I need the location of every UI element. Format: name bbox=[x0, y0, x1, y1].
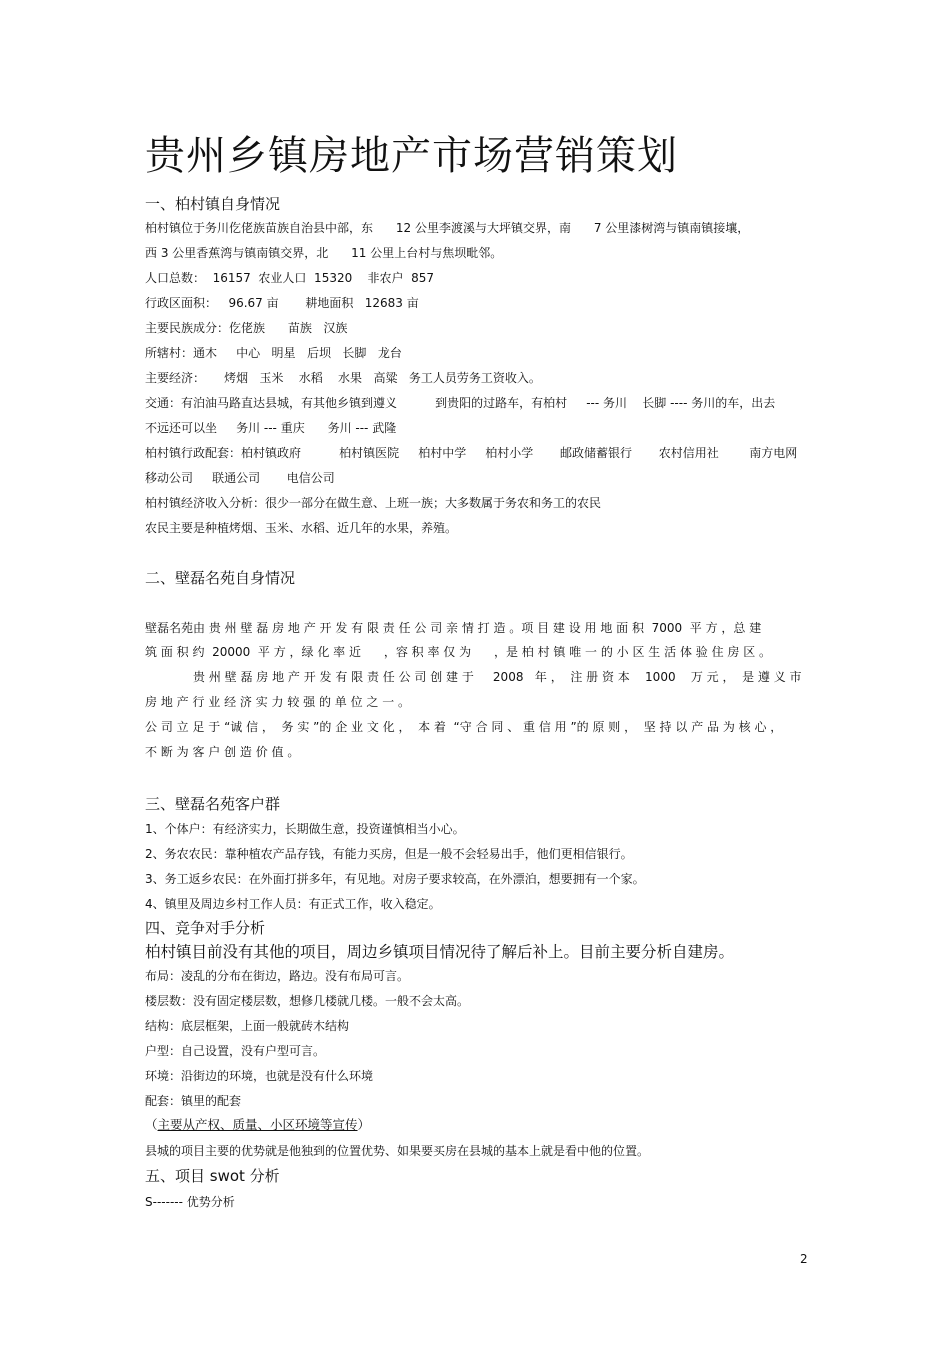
s4-list-item: 环境：沿街边的环境，也就是没有什么环境 bbox=[145, 1069, 374, 1083]
s2-paragraph-line: 筑 面 积 约 20000 平 方 ，绿 化 率 近 ，容 积 率 仅 为 ，是 柏 村 镇 唯 一 的 小 区 生 活 体 验 住 房 区 。 bbox=[145, 645, 772, 659]
s4-list-item: 结构：底层框架，上面一般就砖木结构 bbox=[145, 1019, 350, 1033]
s1-line: 不远还可以坐 务川 --- 重庆 务川 --- 武隆 bbox=[145, 421, 397, 435]
page-number: 2 bbox=[800, 1252, 808, 1266]
s2-paragraph-line: 公 司 立 足 于 “诚 信 ， 务 实 ”的 企 业 文 化 ， 本 着 “守 合 同 、 重 信 用 ”的 原 则 ， 坚 持 以 产 品 为 核 心 ， bbox=[145, 720, 783, 734]
s2-paragraph-line: 不 断 为 客 户 创 造 价 值 。 bbox=[145, 745, 300, 759]
s1-line: 行政区面积： 96.67 亩 耕地面积 12683 亩 bbox=[145, 296, 419, 310]
s1-line: 移动公司 联通公司 电信公司 bbox=[145, 471, 335, 485]
s3-list-item: 3、务工返乡农民：在外面打拼多年，有见地。对房子要求较高，在外漂泊，想要拥有一个家。 bbox=[145, 872, 645, 886]
paren-open: （ bbox=[145, 1117, 158, 1132]
s1-line: 柏村镇位于务川仡佬族苗族自治县中部，东 12 公里李渡溪与大坪镇交界，南 7 公里漆树湾与镇南镇接壤， bbox=[145, 221, 750, 235]
section-3-heading: 三、壁磊名苑客户群 bbox=[145, 795, 281, 813]
s4-list-item: 户型：自己设置，没有户型可言。 bbox=[145, 1044, 326, 1058]
s1-line: 主要经济： 烤烟 玉米 水稻 水果 高粱 务工人员劳务工资收入。 bbox=[145, 371, 541, 385]
document-title: 贵州乡镇房地产市场营销策划 bbox=[145, 133, 678, 179]
s1-line: 交通：有泊油马路直达县城，有其他乡镇到遵义 到贵阳的过路车，有柏村 --- 务川 长脚 ---- 务川的车，出去 bbox=[145, 396, 776, 410]
underlined-note: 主要从产权、质量、小区环境等宣传 bbox=[157, 1117, 358, 1132]
s4-list-item: 楼层数：没有固定楼层数，想修几楼就几楼。一般不会太高。 bbox=[145, 994, 470, 1008]
s4-note: 县城的项目主要的优势就是他独到的位置优势、如果要买房在县城的基本上就是看中他的位置。 bbox=[145, 1144, 650, 1158]
s1-line: 所辖村：通木 中心 明星 后坝 长脚 龙台 bbox=[145, 346, 402, 360]
s4-lead-text: 柏村镇目前没有其他的项目，周边乡镇项目情况待了解后补上。目前主要分析自建房。 bbox=[145, 943, 735, 961]
s4-list-item: 配套：镇里的配套 bbox=[145, 1094, 242, 1108]
s1-line: 主要民族成分：仡佬族 苗族 汉族 bbox=[145, 321, 348, 335]
s2-paragraph-line: 房 地 产 行 业 经 济 实 力 较 强 的 单 位 之 一 。 bbox=[145, 695, 411, 709]
s1-line: 柏村镇行政配套：柏村镇政府 柏村镇医院 柏村中学 柏村小学 邮政储蓄银行 农村信用社 南方电网 bbox=[145, 446, 798, 460]
section-5-heading: 五、项目 swot 分析 bbox=[145, 1167, 280, 1185]
s4-list-item: 布局：凌乱的分布在街边，路边。没有布局可言。 bbox=[145, 969, 410, 983]
paren-close: ） bbox=[357, 1117, 371, 1132]
s1-line: 人口总数： 16157 农业人口 15320 非农户 857 bbox=[145, 271, 435, 285]
s1-line: 柏村镇经济收入分析：很少一部分在做生意、上班一族；大多数属于务农和务工的农民 bbox=[145, 496, 602, 510]
s1-line: 西 3 公里香蕉湾与镇南镇交界，北 11 公里上台村与焦坝毗邻。 bbox=[145, 246, 503, 260]
s3-list-item: 1、个体户：有经济实力，长期做生意，投资谨慎相当小心。 bbox=[145, 822, 465, 836]
section-1-heading: 一、柏村镇自身情况 bbox=[145, 195, 281, 213]
s2-paragraph-line: 壁磊名苑由 贵 州 壁 磊 房 地 产 开 发 有 限 责 任 公 司 亲 情 打 造 。项 目 建 设 用 地 面 积 7000 平 方 ，总 建 bbox=[145, 621, 762, 635]
s4-parenthetical bbox=[145, 1116, 370, 1134]
section-2-heading: 二、壁磊名苑自身情况 bbox=[145, 569, 296, 587]
s1-line: 农民主要是种植烤烟、玉米、水稻、近几年的水果，养殖。 bbox=[145, 521, 458, 535]
section-4-heading: 四、竞争对手分析 bbox=[145, 919, 266, 937]
s3-list-item: 4、镇里及周边乡村工作人员：有正式工作，收入稳定。 bbox=[145, 897, 441, 911]
s3-list-item: 2、务农农民：靠种植农产品存钱，有能力买房，但是一般不会轻易出手，他们更相信银行。 bbox=[145, 847, 633, 861]
s5-subheading: S------- 优势分析 bbox=[145, 1195, 235, 1209]
s2-paragraph-line: 贵 州 壁 磊 房 地 产 开 发 有 限 责 任 公 司 创 建 于 2008 年 ， 注 册 资 本 1000 万 元 ， 是 遵 义 市 bbox=[193, 670, 802, 684]
